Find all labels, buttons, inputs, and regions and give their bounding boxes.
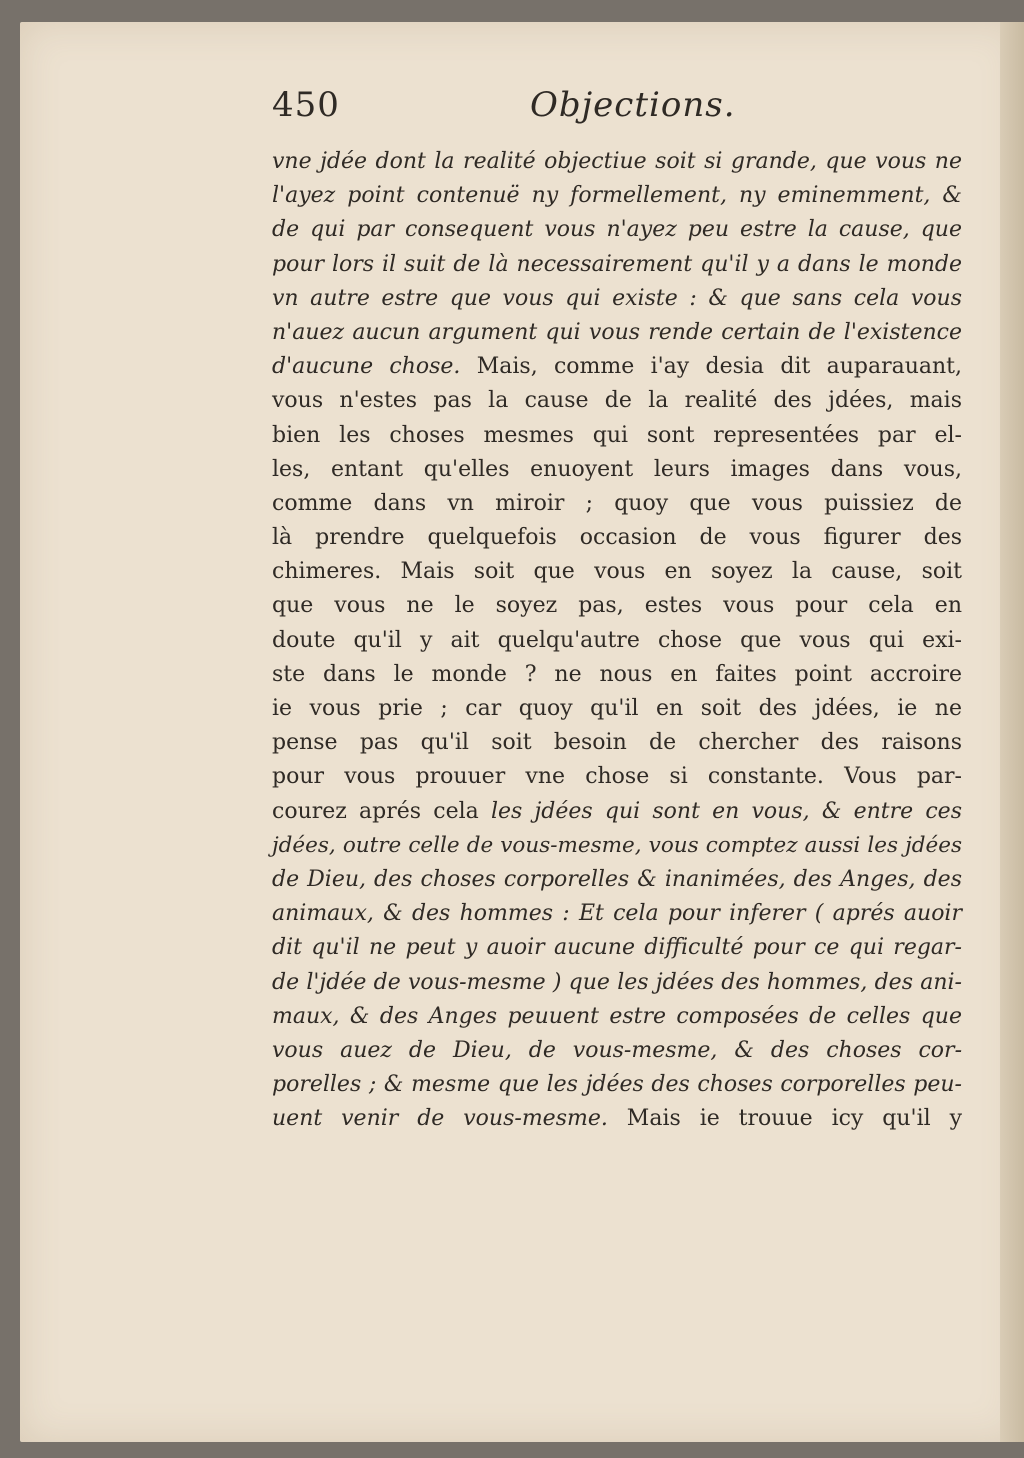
text-segment: dit qu'il ne peut y auoir aucune difficulté pour ce qui regar- <box>272 935 962 961</box>
text-segment: doute qu'il y ait quelqu'autre chose que vous qui exi- <box>272 627 962 653</box>
text-segment: d'aucune chose. <box>272 354 461 380</box>
text-line <box>272 589 962 623</box>
text-line <box>272 760 962 794</box>
text-segment: vne jdée dont la realité objectiue soit si grande, que vous ne <box>272 149 962 174</box>
text-segment: pour vous prouuer vne chose si constante. Vous par- <box>272 764 962 790</box>
text-segment: chimeres. Mais soit que vous en soyez la cause, soit <box>272 559 962 585</box>
text-line <box>272 897 962 931</box>
text-line <box>272 282 962 316</box>
text-segment: vous n'estes pas la cause de la realité des jdées, mais <box>272 388 962 414</box>
text-segment: comme dans vn miroir ; quoy que vous puissiez de <box>272 490 962 516</box>
text-segment: n'auez aucun argument qui vous rende certain de l'existence <box>272 319 962 345</box>
page-header <box>272 85 962 145</box>
text-segment: uent venir de vous-mesme. <box>272 1106 608 1132</box>
text-segment: porelles ; & mesme que les jdées des choses corporelles peu- <box>272 1072 962 1098</box>
text-segment: bien les choses mesmes qui sont representées par el- <box>272 422 962 448</box>
adjacent-page-edge <box>1000 22 1024 1442</box>
text-segment: que vous ne le soyez pas, estes vous pour cela en <box>272 593 962 619</box>
text-line <box>272 1000 962 1034</box>
text-line <box>272 1034 962 1068</box>
text-segment: de l'jdée de vous-mesme ) que les jdées des hommes, des ani- <box>272 969 962 995</box>
text-line <box>272 384 962 418</box>
text-line <box>272 453 962 487</box>
text-segment: pour lors il suit de là necessairement qu'il y a dans le monde <box>272 251 962 277</box>
text-line <box>272 179 962 213</box>
body-text <box>272 145 962 1136</box>
text-line <box>272 1068 962 1102</box>
text-line <box>272 966 962 1000</box>
text-segment: ie vous prie ; car quoy qu'il en soit des jdées, ie ne <box>272 696 962 721</box>
text-segment: l'ayez point contenuë ny formellement, ny eminemment, & <box>272 183 962 209</box>
text-segment: de Dieu, des choses corporelles & inanimées, des Anges, des <box>272 866 962 892</box>
text-line <box>272 1102 962 1136</box>
text-segment: de qui par consequent vous n'ayez peu estre la cause, que <box>272 217 962 243</box>
text-segment: Mais ie trouue icy qu'il y <box>607 1106 963 1132</box>
text-segment: les jdées qui sont en vous, & entre ces <box>490 798 962 824</box>
text-segment: les, entant qu'elles enuoyent leurs images dans vous, <box>272 456 962 482</box>
page-text <box>272 85 962 1136</box>
text-line <box>272 726 962 760</box>
text-line <box>272 795 962 829</box>
text-line <box>272 213 962 247</box>
text-segment: courez aprés cela <box>272 798 491 824</box>
text-line <box>272 316 962 350</box>
running-head: Objections. <box>530 85 736 125</box>
text-segment: ste dans le monde ? ne nous en faites point accroire <box>272 661 962 687</box>
page-number: 450 <box>272 85 340 125</box>
text-line <box>272 419 962 453</box>
text-segment: jdées, outre celle de vous-mesme, vous comptez aussi les jdées <box>272 832 962 858</box>
text-segment: là prendre quelquefois occasion de vous figurer des <box>272 525 962 551</box>
text-line <box>272 521 962 555</box>
text-line <box>272 863 962 897</box>
text-line <box>272 555 962 589</box>
text-segment: vn autre estre que vous qui existe : & que sans cela vous <box>272 285 962 311</box>
text-line <box>272 624 962 658</box>
text-segment: vous auez de Dieu, de vous-mesme, & des choses cor- <box>272 1037 962 1063</box>
text-segment: Mais, comme i'ay desia dit auparauant, <box>460 354 962 380</box>
text-line <box>272 829 962 863</box>
text-segment: pense pas qu'il soit besoin de chercher des raisons <box>272 730 962 756</box>
text-line <box>272 931 962 965</box>
text-line <box>272 692 962 726</box>
text-segment: animaux, & des hommes : Et cela pour inferer ( aprés auoir <box>272 901 962 927</box>
text-line <box>272 350 962 384</box>
text-line <box>272 248 962 282</box>
text-line <box>272 145 962 179</box>
text-line <box>272 487 962 521</box>
text-line <box>272 658 962 692</box>
text-segment: maux, & des Anges peuuent estre composées de celles que <box>272 1003 962 1029</box>
